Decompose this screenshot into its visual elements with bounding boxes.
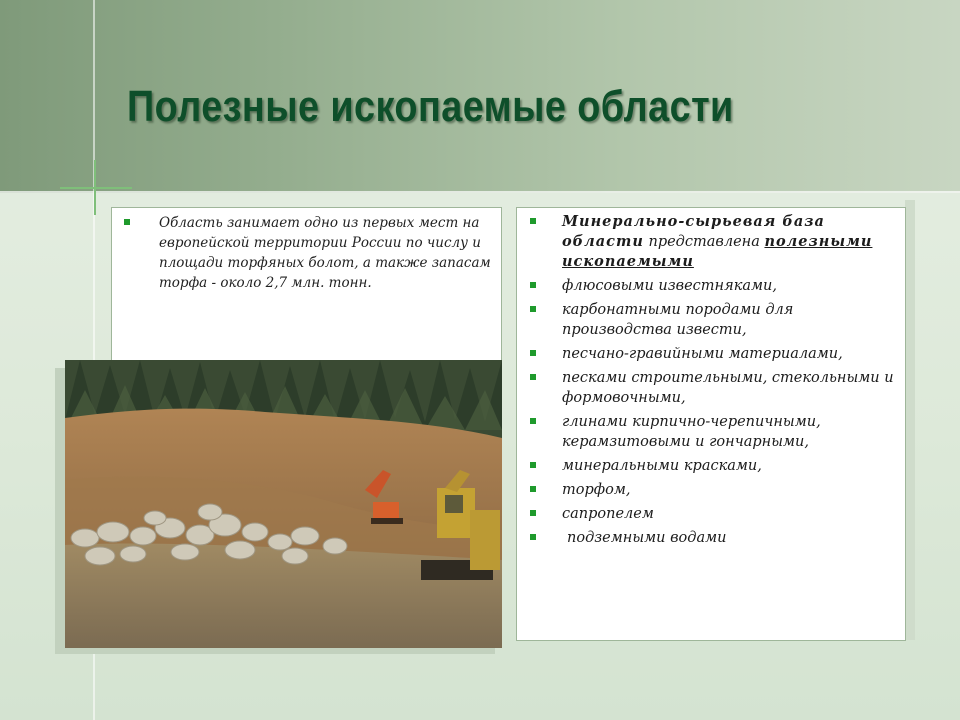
bullet-icon	[530, 350, 536, 356]
list-item	[524, 412, 899, 452]
list-heading	[524, 212, 899, 272]
bullet-icon	[530, 282, 536, 288]
list-item	[524, 480, 899, 500]
list-item-text: торфом,	[562, 482, 631, 498]
bullet-icon	[530, 306, 536, 312]
heading-underlined: полезными ископаемыми	[562, 233, 873, 270]
panel-shadow	[905, 200, 915, 640]
list-item	[524, 276, 899, 296]
accent-line-horizontal	[60, 187, 132, 189]
list-item-text: минеральными красками,	[562, 458, 762, 474]
slide-title: Полезные ископаемые области	[127, 82, 734, 131]
list-item-text: песчано-гравийными материалами,	[562, 346, 843, 362]
bullet-icon	[530, 486, 536, 492]
list-item	[524, 344, 899, 364]
bullet-icon	[530, 418, 536, 424]
bullet-icon	[530, 462, 536, 468]
list-item-text: песками строительными, стекольными и формовочными,	[562, 370, 894, 406]
bullet-icon	[530, 510, 536, 516]
bullet-icon	[530, 374, 536, 380]
list-item	[524, 528, 899, 548]
accent-line-vertical	[94, 160, 96, 215]
list-item	[524, 368, 899, 408]
heading-bold: Минерально-сырьевая база области	[562, 213, 825, 250]
list-item-text: подземными водами	[567, 530, 727, 546]
list-item-text: глинами кирпично-черепичными, керамзитовыми и гончарными,	[562, 414, 821, 450]
quarry-illustration	[65, 360, 502, 648]
list-item	[524, 300, 899, 340]
list-item-text: сапропелем	[562, 506, 654, 522]
list-item-text: флюсовыми известняками,	[562, 278, 777, 294]
quarry-photo	[65, 360, 502, 648]
bullet-icon	[530, 534, 536, 540]
list-item	[524, 456, 899, 476]
list-item-text: карбонатными породами для производства извести,	[562, 302, 794, 338]
left-paragraph: Область занимает одно из первых мест на европейской территории России по числу и площади торфяных болот, а также запасам торфа - около 2,7 млн. тонн.	[159, 215, 491, 291]
heading-normal: представлена	[643, 234, 765, 250]
minerals-list	[524, 212, 899, 552]
bullet-icon	[530, 218, 536, 224]
bullet-icon	[124, 219, 130, 225]
horizontal-divider	[0, 191, 960, 193]
list-item	[524, 504, 899, 524]
